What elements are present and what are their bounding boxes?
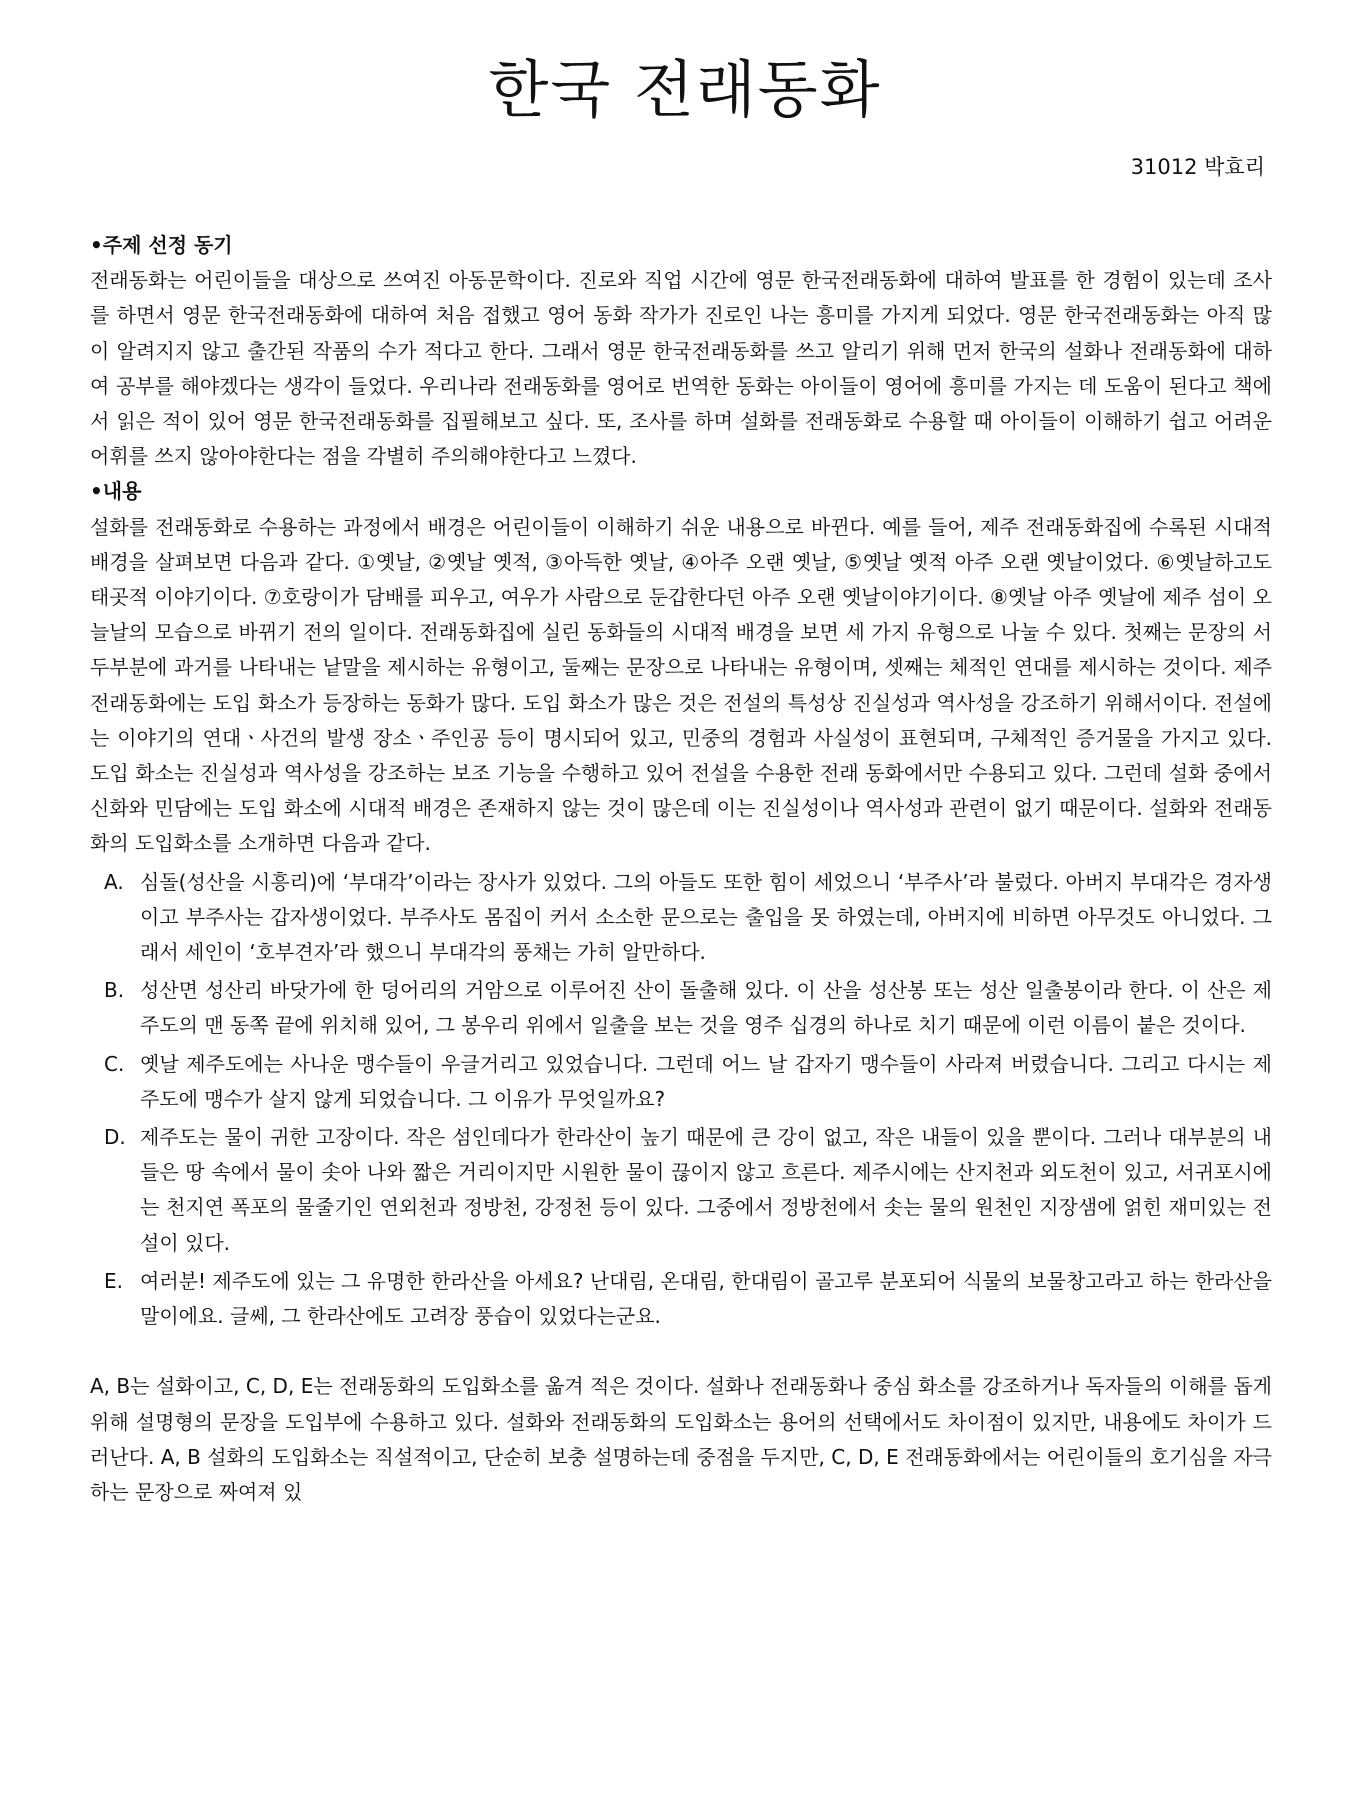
paragraph-spacer <box>90 1334 1272 1369</box>
intro-examples-list <box>90 865 1272 1335</box>
section-heading-content: •내용 <box>90 479 142 504</box>
list-item-letter: D. <box>104 1125 126 1150</box>
list-item-letter: E. <box>104 1268 123 1293</box>
list-item <box>90 865 1272 971</box>
page-title: 한국 전래동화 <box>488 53 882 126</box>
list-item-letter: A. <box>104 869 124 894</box>
conclusion-paragraph: A, B는 설화이고, C, D, E는 전래동화의 도입화소를 옮겨 적은 것이다. 설화나 전래동화나 중심 화소를 강조하거나 독자들의 이해를 돕게 위해 설명형의 문장을 도입부에 수용하고 있다. 설화와 전래동화의 도입화소는 용어의 선택에서도 차이점이 있지만, 내용에도 차이가 드러난다. A, B 설화의 도입화소는 직설적이고, 단순히 보충 설명하는데 중점을 두지만, C, D, E 전래동화에서는 어린이들의 호기심을 자극하는 문장으로 짜여져 있 <box>90 1374 1272 1504</box>
list-item-text: 성산면 성산리 바닷가에 한 덩어리의 거암으로 이루어진 산이 돌출해 있다. 이 산을 성산봉 또는 성산 일출봉이라 한다. 이 산은 제주도의 맨 동쪽 끝에 위치해 있어, 그 봉우리 위에서 일출을 보는 것을 영주 십경의 하나로 치기 때문에 이런 이름이 붙은 것이다. <box>140 978 1272 1038</box>
list-item-text: 옛날 제주도에는 사나운 맹수들이 우글거리고 있었습니다. 그런데 어느 날 갑자기 맹수들이 사라져 버렸습니다. 그리고 다시는 제주도에 맹수가 살지 않게 되었습니다. 그 이유가 무엇일까요? <box>140 1051 1272 1111</box>
content-paragraph: 설화를 전래동화로 수용하는 과정에서 배경은 어린이들이 이해하기 쉬운 내용으로 바뀐다. 예를 들어, 제주 전래동화집에 수록된 시대적 배경을 살펴보면 다음과 같다. ①옛날, ②옛날 옛적, ③아득한 옛날, ④아주 오랜 옛날, ⑤옛날 옛적 아주 오랜 옛날이었다. ⑥옛날하고도 태곳적 이야기이다. ⑦호랑이가 담배를 피우고, 여우가 사람으로 둔갑한다던 아주 오랜 옛날이야기이다. ⑧옛날 아주 옛날에 제주 섬이 오늘날의 모습으로 바뀌기 전의 일이다. 전래동화집에 실린 동화들의 시대적 배경을 보면 세 가지 유형으로 나눌 수 있다. 첫째는 문장의 서두부분에 과거를 나타내는 낱말을 제시하는 유형이고, 둘째는 문장으로 나타내는 유형이며, 셋째는 체적인 연대를 제시하는 것이다. 제주 전래동화에는 도입 화소가 등장하는 동화가 많다. 도입 화소가 많은 것은 전설의 특성상 진실성과 역사성을 강조하기 위해서이다. 전설에는 이야기의 연대ㆍ사건의 발생 장소ㆍ주인공 등이 명시되어 있고, 민중의 경험과 사실성이 표현되며, 구체적인 증거물을 가지고 있다. 도입 화소는 진실성과 역사성을 강조하는 보조 기능을 수행하고 있어 전설을 수용한 전래 동화에서만 수용되고 있다. 그런데 설화 중에서 신화와 민담에는 도입 화소에 시대적 배경은 존재하지 않는 것이 많은데 이는 진실성이나 역사성과 관련이 없기 때문이다. 설화와 전래동화의 도입화소를 소개하면 다음과 같다. <box>90 514 1272 856</box>
author-line: 31012 박효리 <box>1130 155 1265 179</box>
list-item-letter: C. <box>104 1051 125 1076</box>
list-item-text: 제주도는 물이 귀한 고장이다. 작은 섬인데다가 한라산이 높기 때문에 큰 강이 없고, 작은 내들이 있을 뿐이다. 그러나 대부분의 내들은 땅 속에서 물이 솟아 나와 짧은 거리이지만 시원한 물이 끊이지 않고 흐른다. 제주시에는 산지천과 외도천이 있고, 서귀포시에는 천지연 폭포의 물줄기인 연외천과 정방천, 강정천 등이 있다. 그중에서 정방천에서 솟는 물의 원천인 지장샘에 얽힌 재미있는 전설이 있다. <box>140 1125 1272 1255</box>
section-heading-motivation: •주제 선정 동기 <box>90 233 233 257</box>
list-item-letter: B. <box>104 978 125 1003</box>
list-item <box>90 1047 1272 1117</box>
motivation-paragraph: 전래동화는 어린이들을 대상으로 쓰여진 아동문학이다. 진로와 직업 시간에 영문 한국전래동화에 대하여 발표를 한 경험이 있는데 조사를 하면서 영문 한국전래동화에 대하여 처음 접했고 영어 동화 작가가 진로인 나는 흥미를 가지게 되었다. 영문 한국전래동화는 아직 많이 알려지지 않고 출간된 작품의 수가 적다고 한다. 그래서 영문 한국전래동화를 쓰고 알리기 위해 먼저 한국의 설화나 전래동화에 대하여 공부를 해야겠다는 생각이 들었다. 우리나라 전래동화를 영어로 번역한 동화는 아이들이 영어에 흥미를 가지는 데 도움이 된다고 책에서 읽은 적이 있어 영문 한국전래동화를 집필해보고 싶다. 또, 조사를 하며 설화를 전래동화로 수용할 때 아이들이 이해하기 쉽고 어려운 어휘를 쓰지 않아야한다는 점을 각별히 주의해야한다고 느꼈다. <box>90 268 1272 469</box>
list-item <box>90 973 1272 1043</box>
document-body <box>90 228 1272 1510</box>
list-item-text: 심돌(성산을 시흥리)에 ‘부대각’이라는 장사가 있었다. 그의 아들도 또한 힘이 세었으니 ‘부주사’라 불렀다. 아버지 부대각은 경자생이고 부주사는 갑자생이었다. 부주사도 몸집이 커서 소소한 문으로는 출입을 못 하였는데, 아버지에 비하면 아무것도 아니었다. 그래서 세인이 ‘호부견자’라 했으니 부대각의 풍채는 가히 알만하다. <box>140 869 1272 965</box>
list-item <box>90 1120 1272 1261</box>
list-item-text: 여러분! 제주도에 있는 그 유명한 한라산을 아세요? 난대림, 온대림, 한대림이 골고루 분포되어 식물의 보물창고라고 하는 한라산을 말이에요. 글쎄, 그 한라산에도 고려장 풍습이 있었다는군요. <box>140 1268 1272 1329</box>
list-item <box>90 1264 1272 1334</box>
